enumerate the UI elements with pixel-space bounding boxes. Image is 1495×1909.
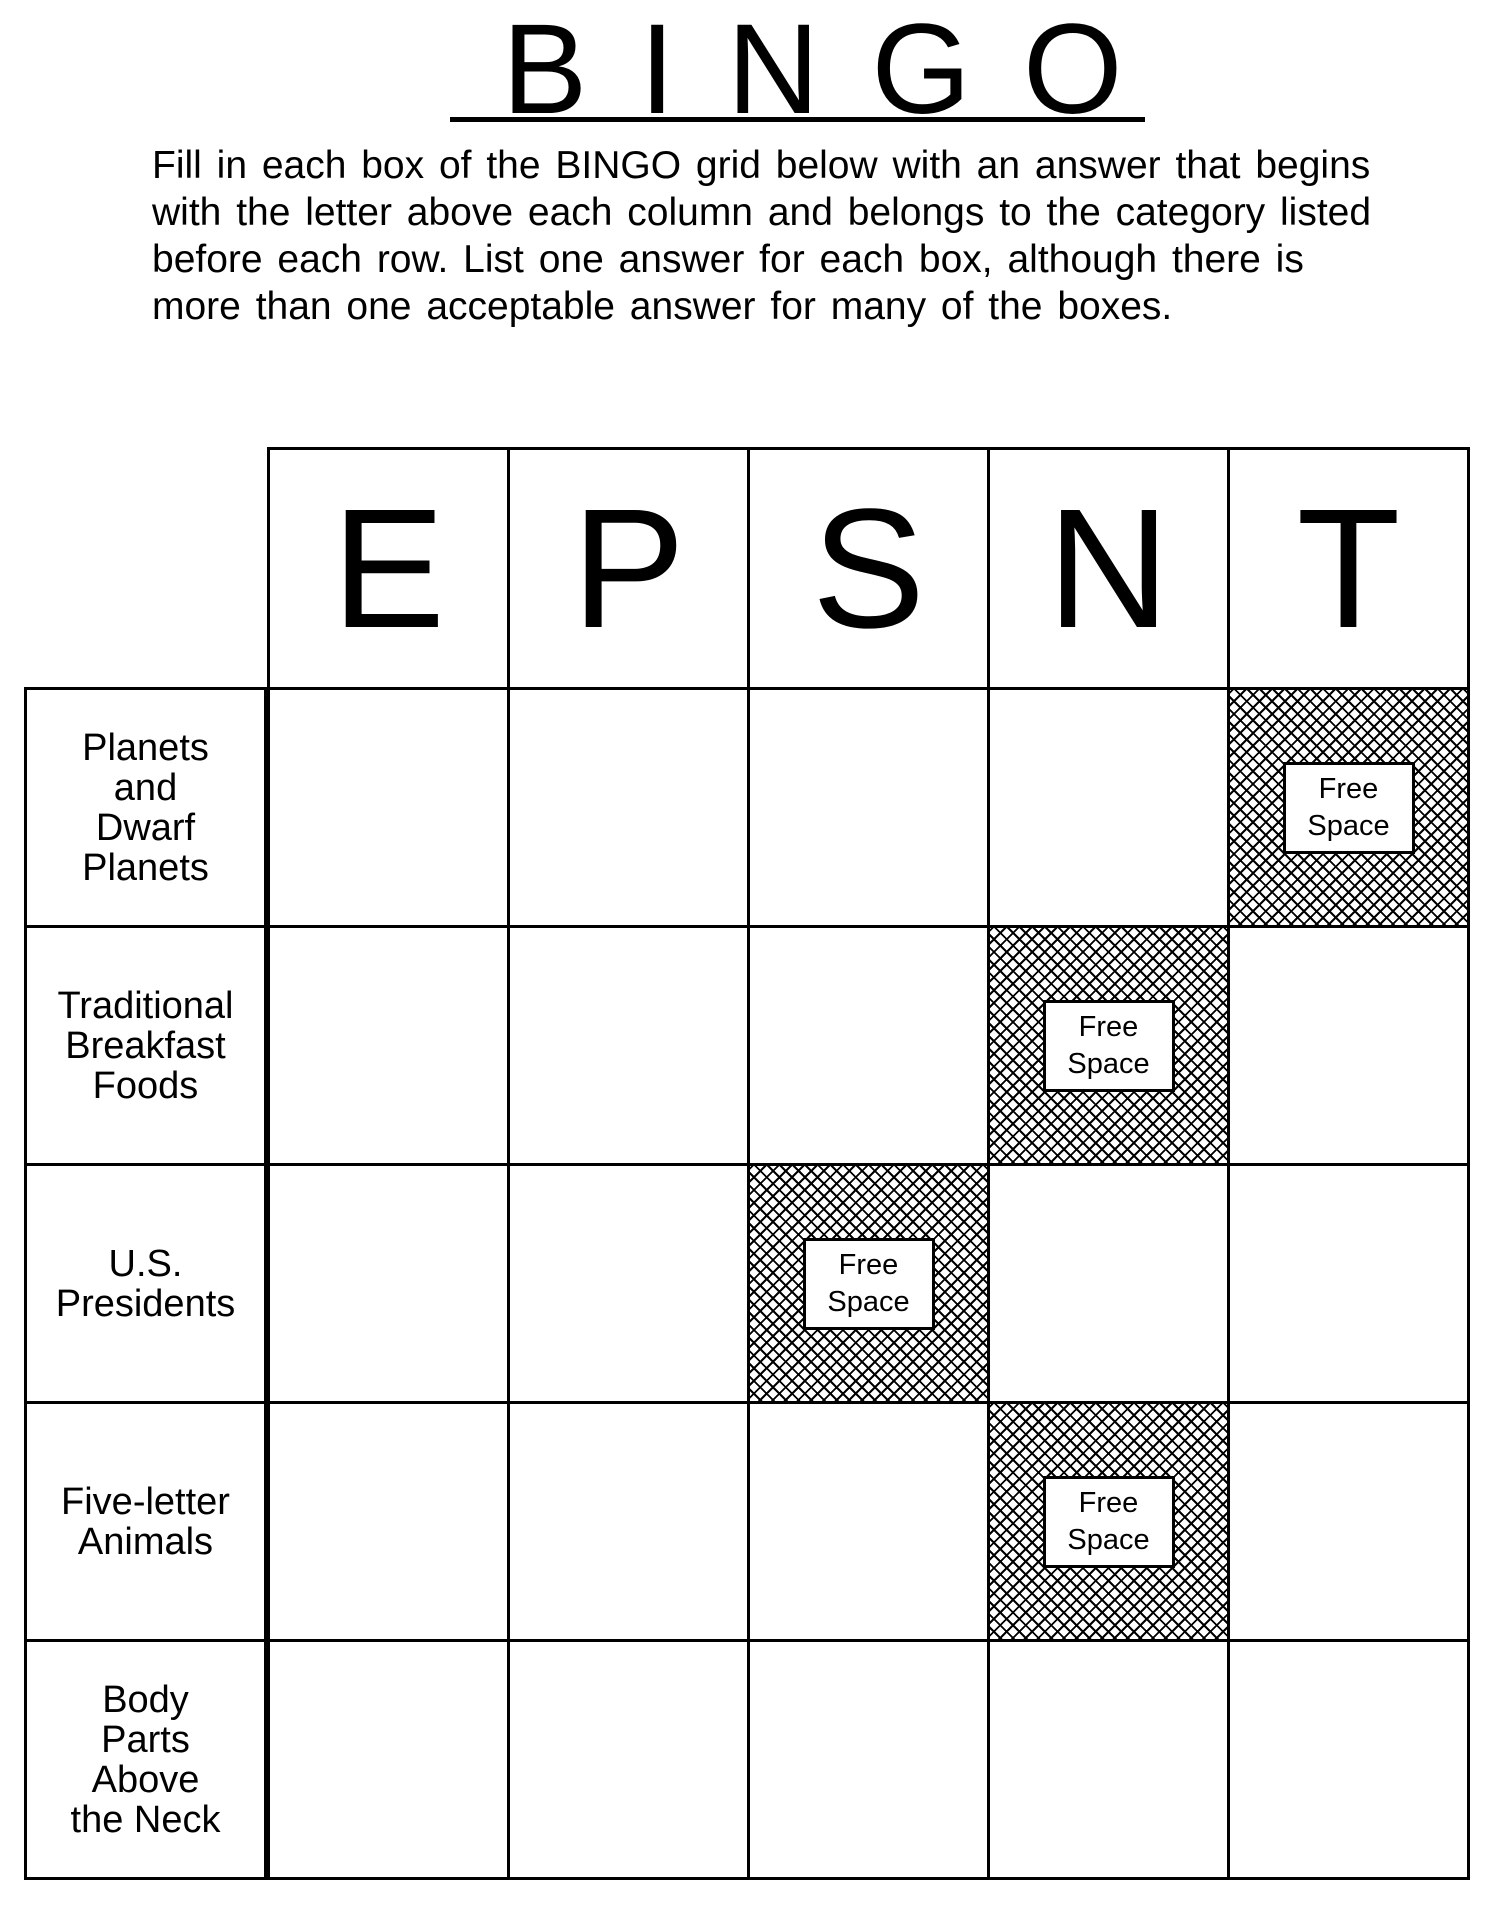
answer-cell[interactable]: [267, 687, 510, 928]
row-category: [24, 1639, 267, 1880]
answer-cell[interactable]: [747, 1401, 990, 1642]
column-letter-n: N: [987, 447, 1230, 690]
row-category: [24, 925, 267, 1166]
instructions: [152, 142, 1382, 330]
free-space-cell: [747, 1163, 990, 1404]
column-letter-s: S: [747, 447, 990, 690]
row-category: [24, 1401, 267, 1642]
row-category-label: Five-letter Animals: [61, 1480, 230, 1563]
answer-cell[interactable]: [1227, 1401, 1470, 1642]
answer-cell[interactable]: [987, 1163, 1230, 1404]
row-category: [24, 1163, 267, 1404]
answer-cell[interactable]: [747, 1639, 990, 1880]
answer-cell[interactable]: [267, 1163, 510, 1404]
free-space-cell: [987, 925, 1230, 1166]
free-space-cell: [987, 1401, 1230, 1642]
bingo-title: BINGO: [450, 0, 1145, 122]
free-space-label: Free Space: [1043, 1476, 1175, 1568]
row-category: [24, 687, 267, 928]
instruction-line-2: with the letter above each column and belongs to the category listed: [152, 191, 1372, 234]
free-space-label: Free Space: [803, 1238, 935, 1330]
answer-cell[interactable]: [1227, 925, 1470, 1166]
answer-cell[interactable]: [1227, 1163, 1470, 1404]
answer-cell[interactable]: [507, 925, 750, 1166]
answer-cell[interactable]: [747, 687, 990, 928]
bingo-grid: [24, 447, 1484, 1881]
free-space-cell: [1227, 687, 1470, 928]
answer-cell[interactable]: [747, 925, 990, 1166]
answer-cell[interactable]: [987, 687, 1230, 928]
row-category-label: Planets and Dwarf Planets: [82, 726, 209, 889]
answer-cell[interactable]: [507, 1163, 750, 1404]
column-letter-e: E: [267, 447, 510, 690]
instruction-line-4: more than one acceptable answer for many of the boxes.: [152, 285, 1173, 328]
answer-cell[interactable]: [987, 1639, 1230, 1880]
row-category-label: Traditional Breakfast Foods: [57, 984, 234, 1107]
answer-cell[interactable]: [1227, 1639, 1470, 1880]
column-letter-t: T: [1227, 447, 1470, 690]
free-space-label: Free Space: [1283, 762, 1415, 854]
answer-cell[interactable]: [507, 1401, 750, 1642]
answer-cell[interactable]: [507, 687, 750, 928]
answer-cell[interactable]: [507, 1639, 750, 1880]
instruction-line-1: Fill in each box of the BINGO grid below with an answer that begins: [152, 144, 1371, 187]
column-letter-p: P: [507, 447, 750, 690]
instruction-line-3: before each row. List one answer for each box, although there is: [152, 238, 1304, 281]
answer-cell[interactable]: [267, 1639, 510, 1880]
free-space-label: Free Space: [1043, 1000, 1175, 1092]
answer-cell[interactable]: [267, 1401, 510, 1642]
row-category-label: Body Parts Above the Neck: [70, 1678, 221, 1841]
answer-cell[interactable]: [267, 925, 510, 1166]
row-category-label: U.S. Presidents: [55, 1242, 236, 1325]
